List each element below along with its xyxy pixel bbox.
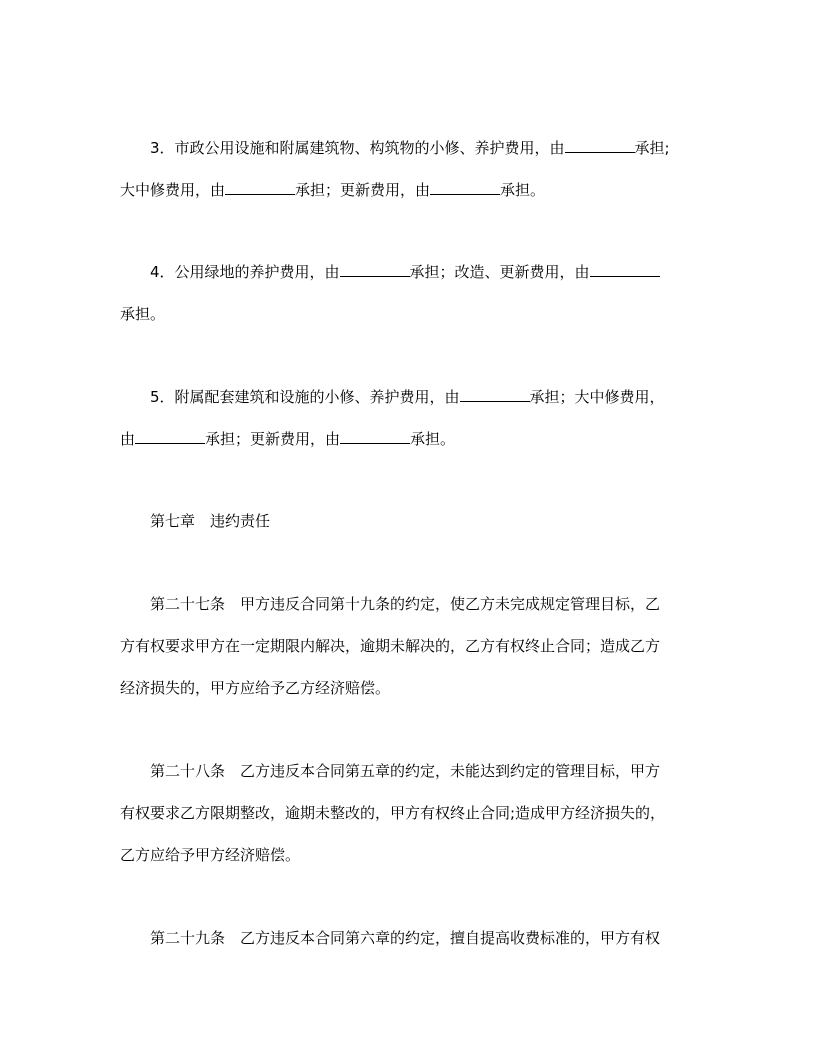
clause-3-text-e: 承担。	[500, 181, 546, 199]
fill-in-blank	[225, 180, 295, 195]
fill-in-blank	[135, 429, 205, 444]
clause-4-text-a: 4．公用绿地的养护费用，由	[150, 263, 340, 281]
clause-3-text-d: 承担；更新费用，由	[295, 181, 431, 199]
fill-in-blank	[590, 262, 660, 277]
article-27-line-1: 第二十七条 甲方违反合同第十九条的约定，使乙方未完成规定管理目标，乙	[150, 595, 661, 613]
clause-4-text-c: 承担。	[120, 305, 166, 323]
clause-5-text-d: 承担；更新费用，由	[205, 430, 341, 448]
clause-4-line-1	[150, 262, 700, 282]
chapter-7-heading: 第七章 违约责任	[150, 512, 271, 530]
fill-in-blank	[430, 180, 500, 195]
clause-4-line-2	[120, 304, 700, 324]
clause-5-text-c: 由	[120, 430, 136, 448]
clause-5-text-b: 承担；大中修费用，	[529, 388, 665, 406]
article-28-line-2: 有权要求乙方限期整改，逾期未整改的，甲方有权终止合同;造成甲方经济损失的，	[120, 804, 666, 822]
clause-3-text-a: 3．市政公用设施和附属建筑物、构筑物的小修、养护费用，由	[150, 139, 565, 157]
clause-5-text-a: 5．附属配套建筑和设施的小修、养护费用，由	[150, 388, 460, 406]
clause-5-line-1	[150, 387, 700, 407]
fill-in-blank	[565, 138, 635, 153]
fill-in-blank	[340, 429, 410, 444]
article-29-line-1: 第二十九条 乙方违反本合同第六章的约定，擅自提高收费标准的，甲方有权	[150, 929, 661, 947]
article-28-line-3: 乙方应给予甲方经济赔偿。	[120, 846, 301, 864]
clause-3-text-c: 大中修费用，由	[120, 181, 226, 199]
article-27-line-3: 经济损失的，甲方应给予乙方经济赔偿。	[120, 679, 391, 697]
clause-4-text-b: 承担；改造、更新费用，由	[409, 263, 590, 281]
clause-5-text-e: 承担。	[410, 430, 456, 448]
fill-in-blank	[460, 387, 530, 402]
clause-5-line-2	[120, 429, 700, 449]
clause-3-text-b: 承担;	[634, 139, 670, 157]
fill-in-blank	[340, 262, 410, 277]
clause-3-line-1	[150, 138, 700, 158]
article-28-line-1: 第二十八条 乙方违反本合同第五章的约定，未能达到约定的管理目标，甲方	[150, 762, 661, 780]
article-27-line-2: 方有权要求甲方在一定期限内解决，逾期未解决的，乙方有权终止合同；造成乙方	[120, 637, 661, 655]
clause-3-line-2	[120, 180, 700, 200]
